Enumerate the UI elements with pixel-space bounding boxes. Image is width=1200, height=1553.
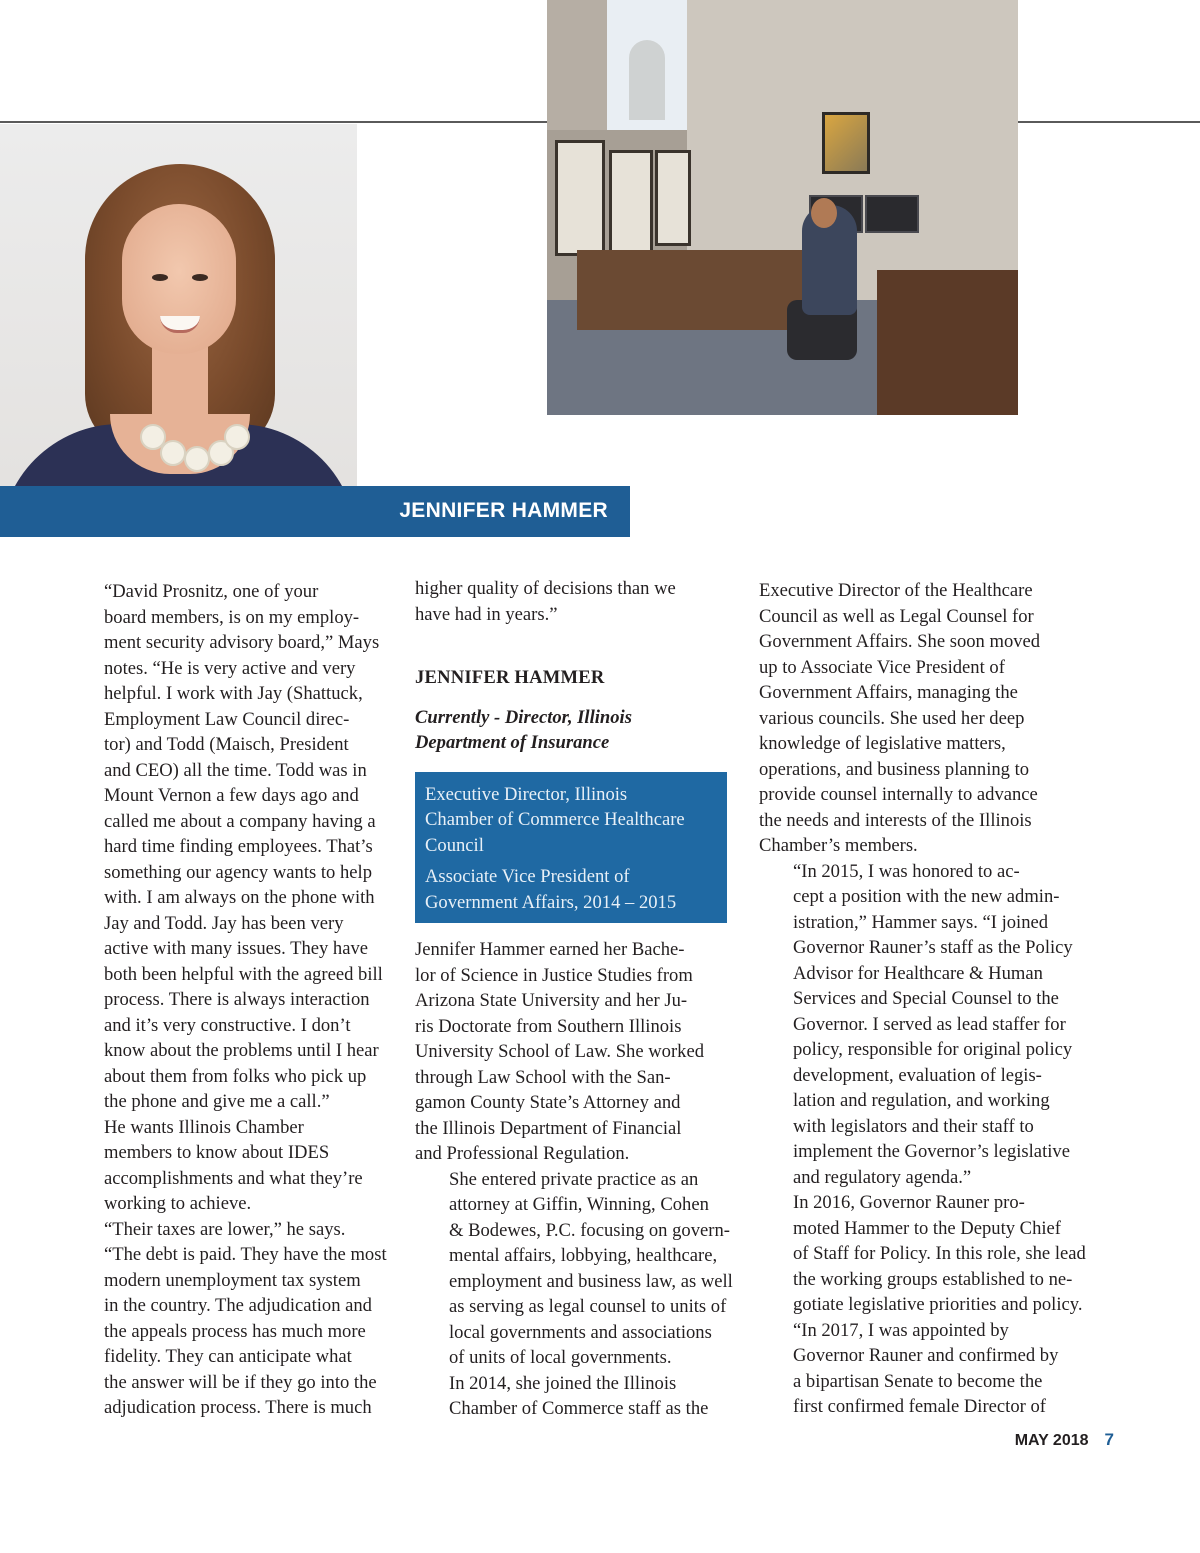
text-line: Department of Insurance	[415, 732, 610, 753]
text-line: She entered private practice as an	[449, 1168, 699, 1190]
text-line: University School of Law. She worked	[415, 1041, 705, 1062]
page-footer	[1015, 1430, 1114, 1450]
text-line: know about the problems until I hear	[104, 1040, 379, 1061]
text-line: adjudication process. There is much	[104, 1397, 372, 1418]
text-line: Associate Vice President of	[425, 866, 630, 887]
text-line: fidelity. They can anticipate what	[104, 1346, 352, 1367]
text-line: ment security advisory board,” Mays	[104, 632, 380, 653]
text-line: ris Doctorate from Southern Illinois	[415, 1015, 682, 1037]
text-line: active with many issues. They have	[104, 938, 369, 959]
text-line: In 2014, she joined the Illinois	[449, 1372, 677, 1394]
text-line: policy, responsible for original policy	[793, 1039, 1073, 1060]
text-line: various councils. She used her deep	[759, 707, 1025, 729]
text-line: called me about a company having a	[104, 810, 376, 832]
text-line: a bipartisan Senate to become the	[793, 1370, 1043, 1392]
text-line: and Professional Regulation.	[415, 1143, 630, 1164]
paragraph	[70, 1115, 370, 1217]
office-photo	[547, 0, 1018, 415]
paragraph	[70, 579, 383, 1115]
text-line: gamon County State’s Attorney and	[415, 1092, 681, 1113]
text-line: In 2016, Governor Rauner pro-	[793, 1192, 1025, 1213]
text-line: lation and regulation, and working	[793, 1090, 1050, 1111]
text-line: of units of local governments.	[449, 1347, 672, 1368]
text-line: as serving as legal counsel to units of	[449, 1296, 727, 1317]
text-line: Governor. I served as lead staffer for	[793, 1013, 1066, 1035]
header-rule-left	[0, 121, 547, 123]
text-line: with legislators and their staff to	[793, 1115, 1034, 1137]
text-line: first confirmed female Director of	[793, 1396, 1046, 1417]
text-line: Council as well as Legal Counsel for	[759, 605, 1034, 627]
text-line: development, evaluation of legis-	[793, 1064, 1042, 1086]
paragraph	[415, 576, 727, 627]
text-line: provide counsel internally to advance	[759, 784, 1038, 805]
text-line: knowledge of legislative matters,	[759, 733, 1006, 754]
paragraph	[415, 1167, 733, 1371]
text-line: tor) and Todd (Maisch, President	[104, 734, 349, 755]
text-line: “The debt is paid. They have the most	[104, 1244, 387, 1265]
paragraph	[759, 1190, 1086, 1318]
text-line: He wants Illinois Chamber	[104, 1116, 304, 1138]
text-line: the appeals process has much more	[104, 1320, 366, 1342]
text-line: Currently - Director, Illinois	[415, 706, 632, 728]
paragraph	[415, 1371, 727, 1422]
text-line: about them from folks who pick up	[104, 1065, 367, 1087]
article-column-1	[70, 579, 387, 1421]
text-line: Jennifer Hammer earned her Bache-	[415, 939, 685, 960]
text-line: lor of Science in Justice Studies from	[415, 964, 693, 986]
text-line: cept a position with the new admin-	[793, 886, 1060, 907]
text-line: hard time finding employees. That’s	[104, 836, 373, 857]
text-line: up to Associate Vice President of	[759, 656, 1005, 678]
text-line: process. There is always interaction	[104, 989, 370, 1010]
issue-date: MAY 2018	[1014, 1432, 1089, 1449]
text-line: through Law School with the San-	[415, 1066, 671, 1088]
text-line: Chamber’s members.	[759, 835, 918, 856]
text-line: “In 2017, I was appointed by	[793, 1319, 1009, 1341]
text-line: the working groups established to ne-	[793, 1268, 1073, 1290]
text-line: Services and Special Counsel to the	[793, 988, 1059, 1009]
text-line: Government Affairs, 2014 – 2015	[425, 891, 677, 913]
text-line: Employment Law Council direc-	[104, 708, 350, 730]
text-line: Governor Rauner’s staff as the Policy	[793, 937, 1073, 958]
article-column-3	[759, 578, 1086, 1420]
text-line: higher quality of decisions than we	[415, 578, 676, 599]
text-line: Advisor for Healthcare & Human	[793, 962, 1043, 984]
text-line: accomplishments and what they’re	[104, 1167, 363, 1189]
text-line: with. I am always on the phone with	[104, 887, 375, 908]
paragraph	[415, 937, 727, 1167]
text-line: and regulatory agenda.”	[793, 1166, 972, 1188]
text-line: “In 2015, I was honored to ac-	[793, 860, 1020, 882]
text-line: local governments and associations	[449, 1321, 712, 1343]
text-line: employment and business law, as well	[449, 1270, 733, 1292]
text-line: implement the Governor’s legislative	[793, 1141, 1070, 1162]
name-banner	[0, 486, 630, 537]
text-line: and it’s very constructive. I don’t	[104, 1014, 351, 1036]
career-infobox	[415, 772, 727, 924]
text-line: both been helpful with the agreed bill	[104, 963, 383, 985]
text-line: gotiate legislative priorities and policy.	[793, 1294, 1083, 1315]
text-line: attorney at Giffin, Winning, Cohen	[449, 1194, 709, 1215]
text-line: Governor Rauner and confirmed by	[793, 1345, 1059, 1366]
text-line: the needs and interests of the Illinois	[759, 809, 1032, 831]
text-line: istration,” Hammer says. “I joined	[793, 911, 1049, 933]
text-line: mental affairs, lobbying, healthcare,	[449, 1245, 718, 1266]
paragraph	[759, 578, 1071, 859]
text-line: operations, and business planning to	[759, 758, 1030, 780]
text-line: notes. “He is very active and very	[104, 657, 356, 679]
text-line: “Their taxes are lower,” he says.	[104, 1218, 346, 1240]
text-line: of Staff for Policy. In this role, she lead	[793, 1243, 1086, 1264]
text-line: and CEO) all the time. Todd was in	[104, 759, 367, 781]
text-line: working to achieve.	[104, 1193, 252, 1214]
text-line: “David Prosnitz, one of your	[104, 581, 319, 602]
banner-name: JENNIFER HAMMER	[399, 499, 608, 522]
text-line: Council	[425, 834, 484, 856]
section-heading: JENNIFER HAMMER	[415, 667, 605, 688]
text-line: Executive Director of the Healthcare	[759, 580, 1033, 601]
text-line: helpful. I work with Jay (Shattuck,	[104, 683, 363, 704]
text-line: & Bodewes, P.C. focusing on govern-	[449, 1219, 730, 1241]
text-line: Chamber of Commerce staff as the	[449, 1398, 709, 1419]
page-number: 7	[1104, 1430, 1114, 1449]
text-line: Government Affairs, managing the	[759, 682, 1018, 703]
text-line: have had in years.”	[415, 603, 558, 625]
paragraph	[70, 1217, 387, 1421]
text-line: the answer will be if they go into the	[104, 1371, 377, 1393]
paragraph	[759, 1318, 1071, 1420]
text-line: the phone and give me a call.”	[104, 1091, 330, 1112]
text-line: modern unemployment tax system	[104, 1269, 361, 1291]
infobox-item	[425, 782, 717, 859]
infobox-item	[425, 864, 717, 915]
text-line: something our agency wants to help	[104, 861, 373, 883]
text-line: Jay and Todd. Jay has been very	[104, 912, 344, 934]
text-line: members to know about IDES	[104, 1142, 330, 1163]
portrait-photo	[0, 124, 357, 486]
header-rule-right	[1018, 121, 1200, 123]
text-line: Arizona State University and her Ju-	[415, 990, 688, 1011]
text-line: Government Affairs. She soon moved	[759, 631, 1041, 652]
article-column-2	[415, 576, 733, 1422]
paragraph	[759, 859, 1071, 1191]
text-line: the Illinois Department of Financial	[415, 1117, 682, 1139]
text-line: moted Hammer to the Deputy Chief	[793, 1217, 1061, 1239]
text-line: Chamber of Commerce Healthcare	[425, 809, 685, 830]
text-line: in the country. The adjudication and	[104, 1295, 372, 1316]
text-line: board members, is on my employ-	[104, 606, 360, 628]
text-line: Mount Vernon a few days ago and	[104, 785, 359, 806]
text-line: Executive Director, Illinois	[425, 783, 628, 805]
current-role	[415, 705, 727, 756]
